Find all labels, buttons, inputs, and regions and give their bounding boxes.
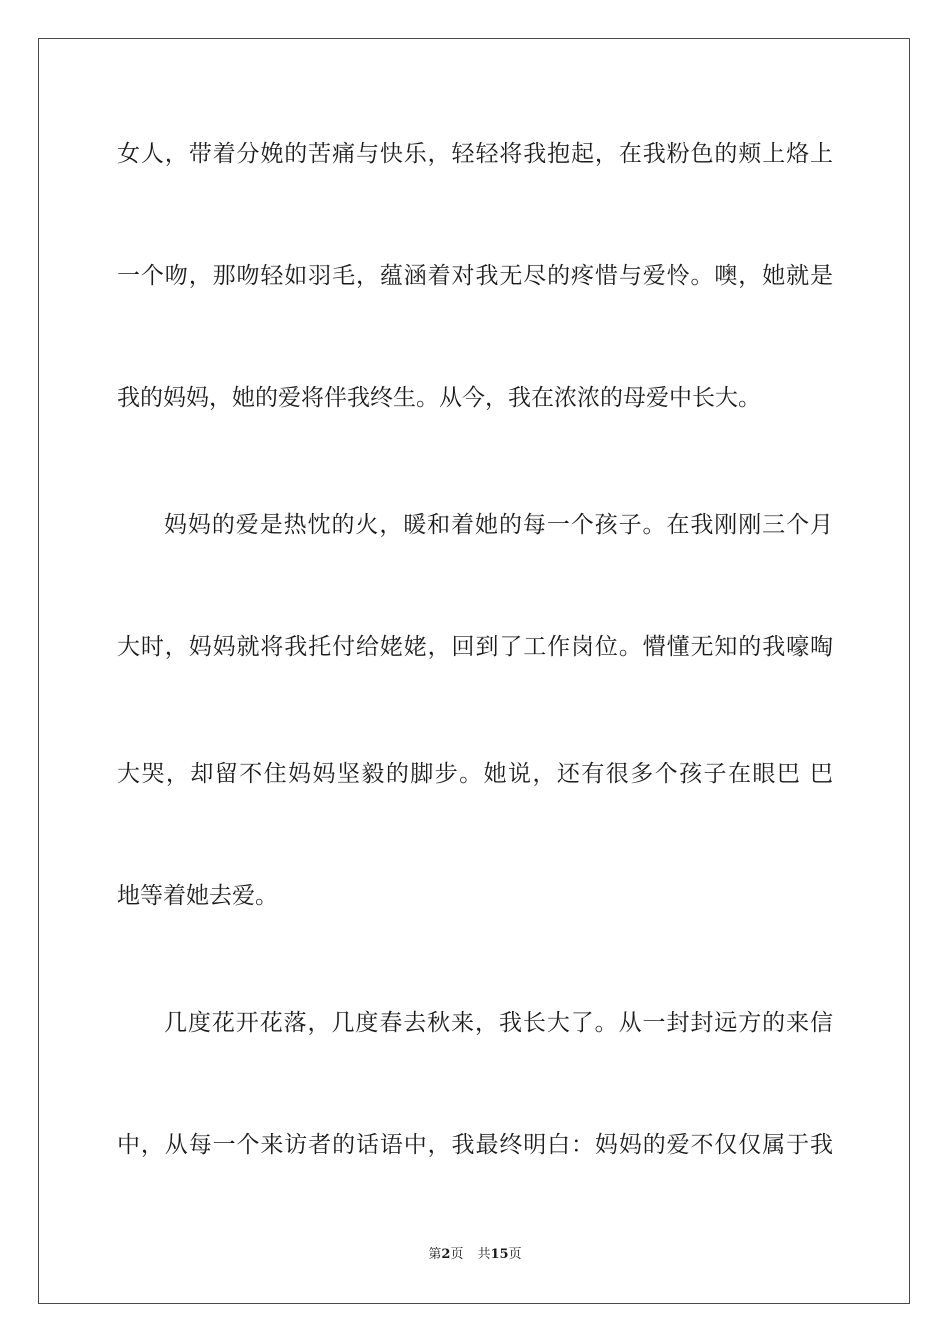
body-text-line-4: 妈妈的爱是热忱的火，暖和着她的每一个孩子。在我刚刚三个月 xyxy=(164,512,833,538)
total-pages-prefix: 共 xyxy=(477,1247,491,1262)
body-text-line-6: 大哭，却留不住妈妈坚毅的脚步。她说，还有很多个孩子在眼巴 巴 xyxy=(117,761,833,787)
body-text-line-3: 我的妈妈，她的爱将伴我终生。从今，我在浓浓的母爱中长大。 xyxy=(117,385,761,411)
page-number-prefix: 第 xyxy=(428,1247,442,1262)
page-number-suffix: 页 xyxy=(450,1247,464,1262)
body-text-line-8: 几度花开花落，几度春去秋来，我长大了。从一封封远方的来信 xyxy=(164,1010,833,1036)
page-number-current: 2 xyxy=(441,1247,451,1262)
body-text-line-5: 大时，妈妈就将我托付给姥姥，回到了工作岗位。懵懂无知的我嚎啕 xyxy=(117,634,833,660)
body-text-line-7: 地等着她去爱。 xyxy=(117,883,278,909)
body-text-line-9: 中，从每一个来访者的话语中，我最终明白：妈妈的爱不仅仅属于我 xyxy=(117,1132,833,1158)
body-text-line-2: 一个吻，那吻轻如羽毛，蕴涵着对我无尽的疼惜与爱怜。噢，她就是 xyxy=(117,263,833,289)
page-footer xyxy=(0,1246,950,1264)
total-pages-suffix: 页 xyxy=(508,1247,522,1262)
page-border xyxy=(38,38,910,1304)
body-text-line-1: 女人，带着分娩的苦痛与快乐，轻轻将我抱起，在我粉色的颊上烙上 xyxy=(117,141,833,167)
total-pages-count: 15 xyxy=(490,1247,509,1262)
